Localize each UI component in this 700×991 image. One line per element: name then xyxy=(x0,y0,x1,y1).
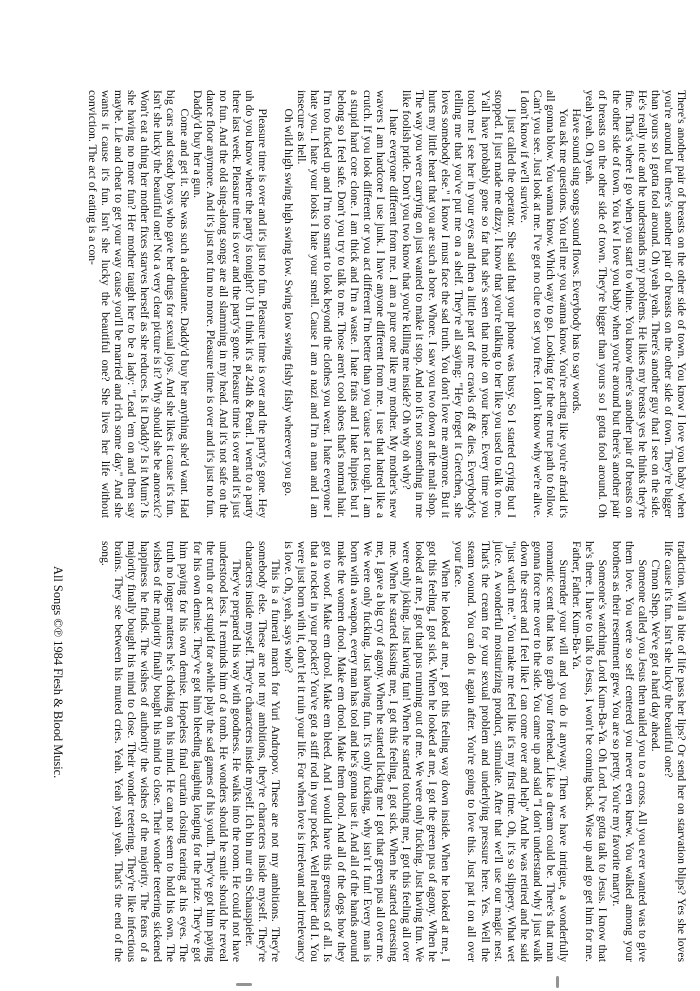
lyric-paragraph: Have sound sing songs sound flows. Everybody has to say words. xyxy=(570,108,584,414)
lyric-paragraph: Pleasure time is over and it's just no fun. Pleasure time is over and the party's gone. Hey uh do you know where the party is tonight? Uh I think it's at 24th & Pearl. I went to a party there last week. Pleasure time is over and the party's gone. Pleasure time is over and it's just no fun. And the old sing-along songs are all slamming in my head. And it's not safe on the dance floor anymore. And it's just not fun no more. Pleasure time is over and it's just no fun. Daddy'd buy her a gun. xyxy=(190,90,270,518)
lyric-paragraph: When he looked at me, I got this feeling way down inside. When he looked at me, I got this feeling, I got sick. When he looked at me, I got the green pus of agony. When he looked at me, I got that pus running out of me. We were only fucking. Just having fun. We were only joking. Just having fun! When he started touching me, I got this feeling all over me. When he started kissing me, I got this feeling, I got sick. When he started caressing me, I gave a big cry of agony. When he started licking me I got that green pus all over me. We were only fucking. Just having fun. It's only fucking, why isn't it fun! Every man is born with a weapon, every man has tool and he's gonna use it. And all of the hands around make the women drool. Make em drool. Make them drool. And all of the dogs how they got to woof. Make em drool. Make em bleed. And I would have this greatness of all. Is that a rocket in your pocket? You've got a stiff rod in your pocket. Well neither did I. You were just born with it, don't let it ruin your life. For when love is irrelevant and irrelevancy is love. Oh, yeah, says who? xyxy=(282,541,453,962)
lyric-paragraph: They've prepared his way with goodness. He walks into the room. He could not have understood less. It reminds him of a tomb. He wonders should he smile should he reveal the truth or act stupid for awhile play the sad games of his youth. They've got him paying for his own demise. They've got him bleeding laughing longing for the prize. They've got him paying for his own demise. Hopeless final curtain closing tearing at his eyes. The truth no longer matters he's choking on his mind. He can not seem to hold his own. The wishes of the majority finally bought his mind to close. Their wonder teetering sickened happiness he finds. The wishes of authority the wishes of the majority. The fears of a majority finally bought his mind to close. Their wonder teetering. They're like infectious brains. They see between his muted cries. Yeah. Yeah yeah yeah. That's the end of the song. xyxy=(98,541,243,962)
scan-mark xyxy=(236,983,252,986)
lyric-paragraph: You ask me questions. You tell me you wanna know. You're acting like you're afraid it's all gonna blow. You wanna know. Which way to go. Looking for the one true path to follow. Can't you see. Just look at me. I've got no clue to set you free. I don't know why we're alive. I don't know if we'll survive. xyxy=(517,90,571,518)
lyric-paragraph: I hate everyone different from me. I am a pure one like my mother. My mother's new wavers I am hardcore I use junk. I have anyone different from me. I use that hatred like a crutch. If you look different or you act different I'm better than you 'cause I act tough. I am a stupid hard core clone. I am thick and I'm a waste. I hate frats and I hate hippies but I belong so I feel safe. Don't you try to talk to me. Those aren't cool shoes that's normal hair. I'm too fucked up and I'm too smart to look beyond the clothes you wear. I hate everyone I hate you. I hate your looks I hate your smell. Cause I am a nazi and I'm a man and I am insecure as hell. xyxy=(295,90,400,518)
lyric-paragraph: tradiction. Will a bite of life pass her lips? Or send her on starvation blips? Yes she loves life cause it's fun. Isn't she lucky the beautiful one? xyxy=(661,541,688,962)
lyric-paragraph: Oh wild high swing high swing low. Swing low swing fishy fishy wherever you go. xyxy=(282,108,296,497)
lyric-paragraph: Come and get it. She was such a debutante. Daddy'd buy her anything she'd want. Had big cars and steady boys who gave her drugs for sexual joys. And she likes it cause it's fun. Isn't she lucky the beautiful one! Not a very clear picture is it? Why should she be anorexic? Won't eat a thing her mother fixes starves herself as she reduces. Is it Daddy? Is it Mum? Is she having no more fun? Her mother taught her to be a lady: "Lead 'em on and then say maybe. Lie and cheat to get your way cause you'll be married and rich some day." And she wants it cause it's fun. Isn't she lucky the beautiful one? She lives her life without conviction. The act of eating is a con- xyxy=(85,90,191,518)
lyric-paragraph: There's another pair of breasts on the other side of town. You know I love you baby when you're around but there's another pair of breasts on the other side of town. They're bigger than yours so I gotta fool around. Oh yeah yeah. There's another guy that I see on the side. He's really nice and he understands my problems. He likes my breasts yes he thinks they're fine. That's where I go when you start to whine. You know there's another pair of breasts on the other side of town. You kw I love you baby when you're around but there's another pair of breasts on the other side of town. They're bigger than yours so I gotta fool around. Oh yeah yeah. Oh yeah. xyxy=(583,90,688,518)
lyrics-column-right xyxy=(99,541,688,962)
lyric-paragraph: Someone's watching Lord Kum-Ba-Ya. Oh Lord. I've gotta talk to Jesus. I know that he's there. I have to talk to Jesus, I won't be coming back. Wise up and go get him for me. Father, Father. Kum-Ba-Ya. xyxy=(570,541,610,962)
copyright-credit: All Songs ©℗ 1984 Flesh & Blood Music. xyxy=(51,566,65,779)
lyric-paragraph: Surrender your will and you do it anyway. Then we have intrigue, a wonderfully romantic scent that has to grab your forehead. Like a dream could be. There's that man gonna force me over to the side. You came up and said "I don't understand why I just walk down the street and I feel like I can come over and help" And he was retired and he said "just watch me." You make me feel like it's my first time. Oh, it's so slippery. What wet juice. A wonderful moisturizing product, stimulate. After that we'll use our magic nest. That's the cream for your sexual problem and underlying pressure here. Yes. Well the steam wound. You can do it again after. You're going to love this. Just pat it on all over your face. xyxy=(452,541,571,962)
lyric-paragraph: I just called the operator. She said that your phone was busy. So I started crying but I stopped. It just made me dizzy. I know that you're talking to her like you used to talk to me. Y'all have probably gone so far that she's seen that mole on your knee. Every time you touch me I see her in your eyes and then a little part of me crawls off & dies. Everybody's telling me that you've put me on a shelf. They're all saying: "Hey forget it Gretchen, she loves somebody else." I know I must face the sad truth. You don't love me anymore. But it hurts my little heart that you are such a bore. Whore. I saw you two down at the malt shop. The way you were carrying on just wanted to make it stop. And no it's not something in me like foolish pride. Don't you two know that you're killing me inside? Oh why oh why? xyxy=(400,90,518,518)
lyric-paragraph: Someone called you Jesus then nailed you to a cross. All you ever wanted was to give them love. You were so self centered you never even knew. You walked among your brothers as their resentment grew. You are so pretty. You're my favorite martyr. xyxy=(609,541,649,962)
lyric-paragraph: This is a funeral march for Yuri Andropov. These are not my ambitions. They're somebody else. These are not my ambitions, they're characters inside myself. They're characters inside myself. They're characters inside myself. Ich bin nur ein Schauspieler. xyxy=(242,541,283,962)
scan-mark xyxy=(556,976,559,988)
lyrics-column-left xyxy=(86,90,688,518)
lyric-paragraph: C'mon Shep. We've got a hard day ahead. xyxy=(648,559,662,752)
